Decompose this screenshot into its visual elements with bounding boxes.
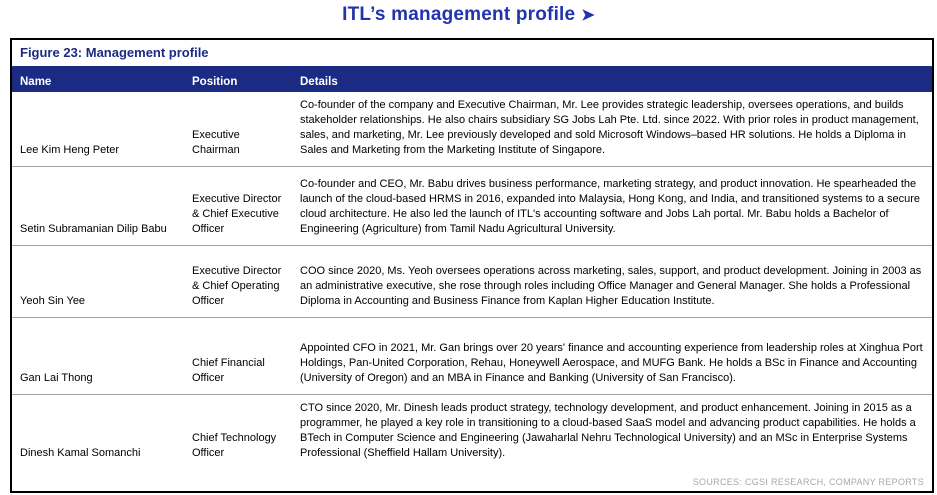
source-note: SOURCES: CGSI RESEARCH, COMPANY REPORTS	[692, 477, 924, 487]
cell-name: Lee Kim Heng Peter	[12, 92, 184, 167]
cell-name: Yeoh Sin Yee	[12, 246, 184, 318]
column-header-position: Position	[184, 66, 292, 92]
cell-position: Executive Chairman	[184, 92, 292, 167]
table-row	[12, 318, 932, 395]
management-table	[12, 66, 932, 469]
cell-details: CTO since 2020, Mr. Dinesh leads product strategy, technology development, and product enhancement. Joining in 2015 as a programmer, he played a key role in transitioning to a cloud-based SaaS model and advancing product capabilities. He holds a BTech in Computer Science and Engineering (Jawaharlal Nehru Technological University) and an MSc in Enterprise Systems Professional (Sheffield Hallam University).	[300, 402, 916, 459]
cell-name: Dinesh Kamal Somanchi	[20, 447, 141, 459]
cell-position: Executive Director & Chief Executive Officer	[184, 167, 292, 246]
cell-name: Gan Lai Thong	[12, 318, 184, 395]
figure-caption: Figure 23: Management profile	[20, 45, 209, 60]
page-title-text: ITL’s management profile	[342, 4, 576, 25]
page-title	[0, 0, 937, 26]
cell-position: Chief Financial Officer	[184, 318, 292, 395]
cell-name: Setin Subramanian Dilip Babu	[12, 167, 184, 246]
table-row	[12, 246, 932, 318]
arrow-right-icon: ➤	[581, 7, 595, 24]
cell-position: Executive Director & Chief Operating Officer	[184, 246, 292, 318]
column-header-name: Name	[12, 66, 184, 92]
table-row	[12, 167, 932, 246]
cell-details: Co-founder and CEO, Mr. Babu drives business performance, marketing strategy, and product innovation. He spearheaded the launch of the cloud-based HRMS in 2016, expanded into Malaysia, Hong Kong, and India, and transitioned systems to a secure cloud architecture. He also led the launch of ITL's accounting software and Jobs Lah portal. Mr. Babu holds a Bachelor of Engineering (Agriculture) from Tamil Nadu Agricultural University.	[292, 167, 932, 246]
figure-box	[10, 38, 934, 493]
cell-position: Chief Technology Officer	[192, 432, 277, 459]
table-header-row	[12, 66, 932, 92]
cell-details: Appointed CFO in 2021, Mr. Gan brings over 20 years' finance and accounting experience from leadership roles at Xinghua Port Holdings, Pan-United Corporation, Rehau, Honeywell Aerospace, and MUFG Bank. He holds a BSc in Finance and Accounting (University of Oregon) and an MBA in Finance and Banking (University of San Francisco).	[292, 318, 932, 395]
cell-details: COO since 2020, Ms. Yeoh oversees operations across marketing, sales, support, and product development. Joining in 2003 as an administrative executive, she rose through roles including Office Manager and General Manager. She holds a Professional Diploma in Accounting and Business Finance from Kaplan Higher Education Institute.	[292, 246, 932, 318]
table-row	[12, 395, 932, 470]
table-row	[12, 92, 932, 167]
column-header-details: Details	[292, 66, 932, 92]
cell-details: Co-founder of the company and Executive Chairman, Mr. Lee provides strategic leadership, oversees operations, and builds stakeholder relationships. He also chairs subsidiary SG Jobs Lah Pte. Ltd. since 2022. With prior roles in product management, sales, and marketing, Mr. Lee previously developed and sold Microsoft Windows–based HR solutions. He holds a Diploma in Sales and Marketing from the Marketing Institute of Singapore.	[292, 92, 932, 167]
